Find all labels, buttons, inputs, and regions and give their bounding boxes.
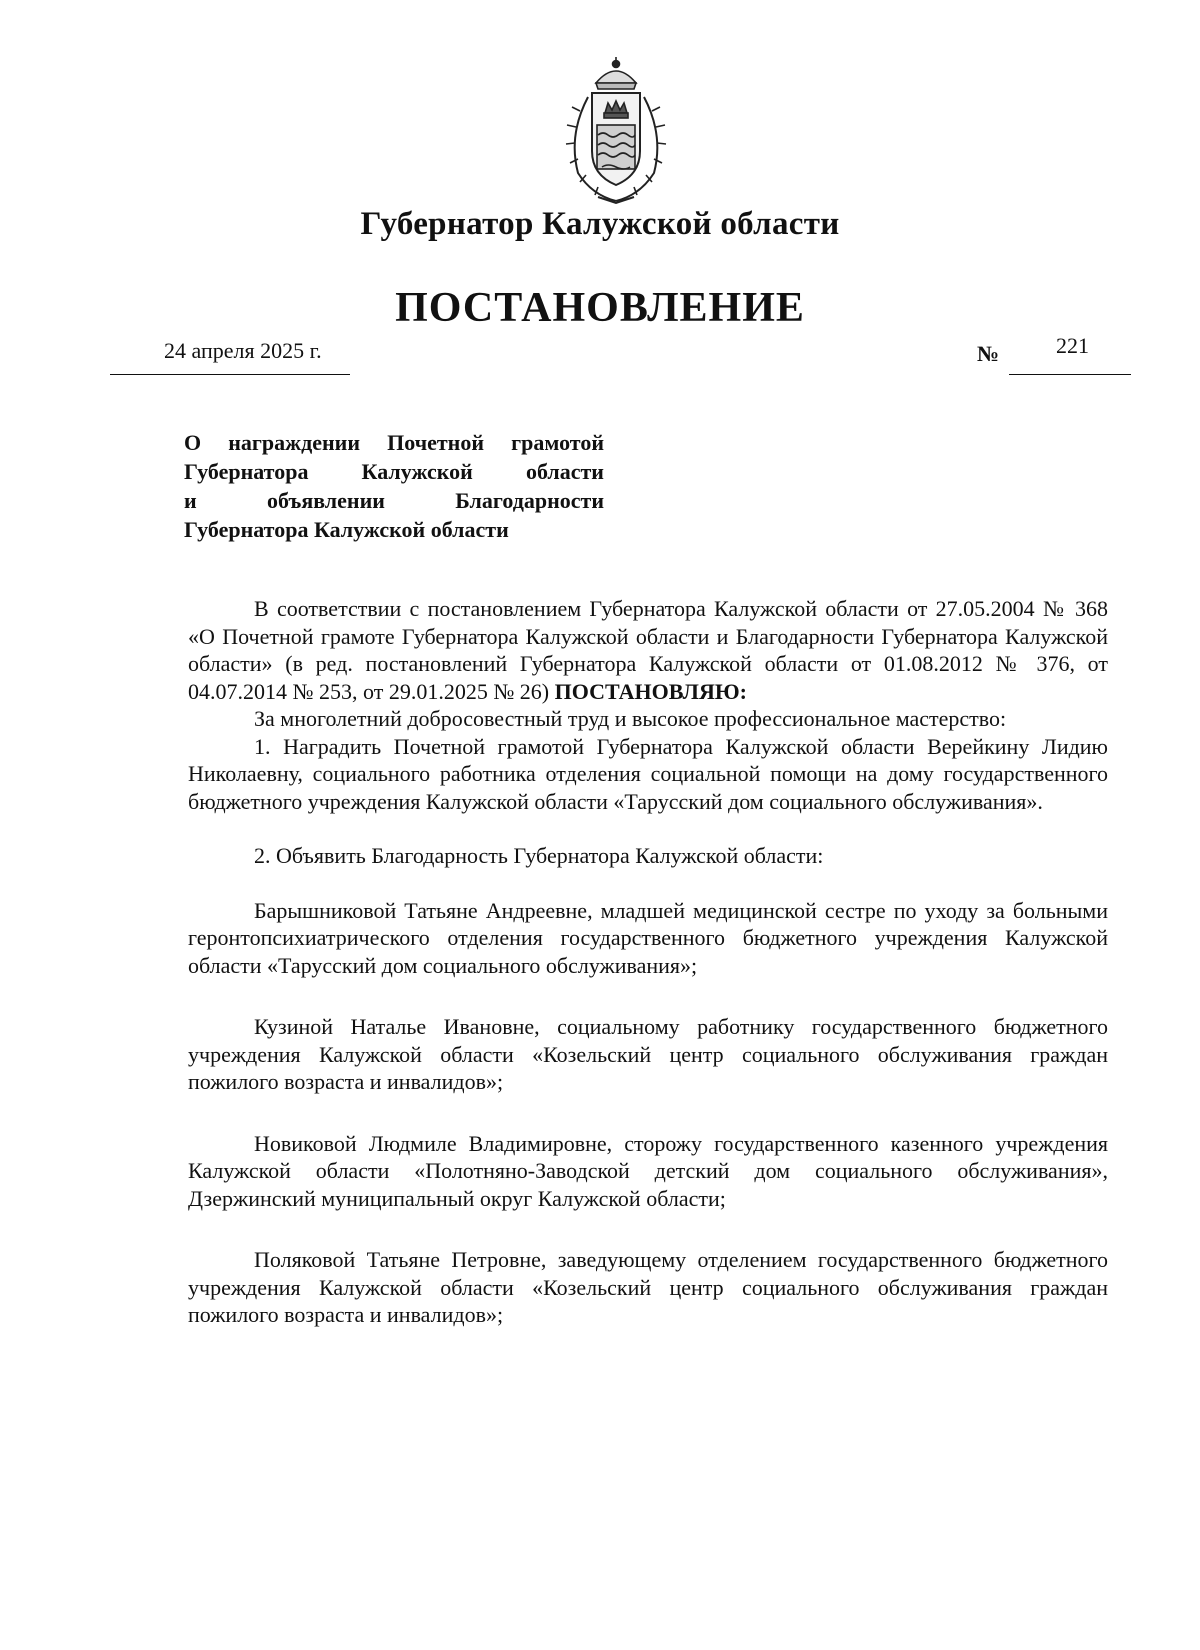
preamble-text: В соответствии с постановлением Губернатора Калужской области от 27.05.2004 № 368 «О Почетной грамоте Губернатора Калужской области и Благодарности Губернатора Калужской области» (в ред. постановлений Губернатора Калужской области от 01.08.2012 № 376, от 04.07.2014 № 253, от 29.01.2025 № 26) [188,596,1108,704]
decree-word: ПОСТАНОВЛЯЮ: [554,678,747,704]
recipient-paragraph: Барышниковой Татьяне Андреевне, младшей медицинской сестре по уходу за больными геронтопсихиатрического отделения государственного бюджетного учреждения Калужской области «Тарусский дом социального обслуживания»; [188,897,1108,978]
subject-line: Губернатора Калужской области [184,459,604,484]
number-label: № [977,341,1000,366]
document-body [188,595,1108,1329]
preamble-paragraph [188,595,1108,705]
document-number: 221 [1056,333,1089,358]
recipient-paragraph: Поляковой Татьяне Петровне, заведующему отделением государственного бюджетного учреждения Калужской области «Козельский центр социального обслуживания граждан пожилого возраста и инвалидов»; [188,1247,1108,1327]
recipient-paragraph: Новиковой Людмиле Владимировне, сторожу государственного казенного учреждения Калужской области «Полотняно-Заводской детский дом социального обслуживания», Дзержинский муниципальный округ Калужской области; [188,1130,1108,1211]
award-item-2: 2. Объявить Благодарность Губернатора Калужской области: [254,843,824,868]
coat-of-arms-icon [558,55,674,207]
document-subject [184,428,604,544]
issuing-authority: Губернатор Калужской области [360,206,840,242]
document-type-title: ПОСТАНОВЛЕНИЕ [395,285,805,331]
reason-paragraph: За многолетний добросовестный труд и высокое профессиональное мастерство: [254,706,1007,731]
subject-line: и объявлении Благодарности [184,488,604,513]
recipient-paragraph: Кузиной Наталье Ивановне, социальному работнику государственного бюджетного учреждения Калужской области «Козельский центр социального обслуживания граждан пожилого возраста и инвалидов»; [188,1014,1108,1094]
document-date: 24 апреля 2025 г. [164,338,322,363]
subject-line: Губернатора Калужской области [184,517,509,542]
award-item-1: 1. Наградить Почетной грамотой Губернатора Калужской области Верейкину Лидию Николаевну, социального работника отделения социальной помощи на дому государственного бюджетного учреждения Калужской области «Тарусский дом социального обслуживания». [188,733,1108,814]
subject-line: О награждении Почетной грамотой [184,430,604,455]
